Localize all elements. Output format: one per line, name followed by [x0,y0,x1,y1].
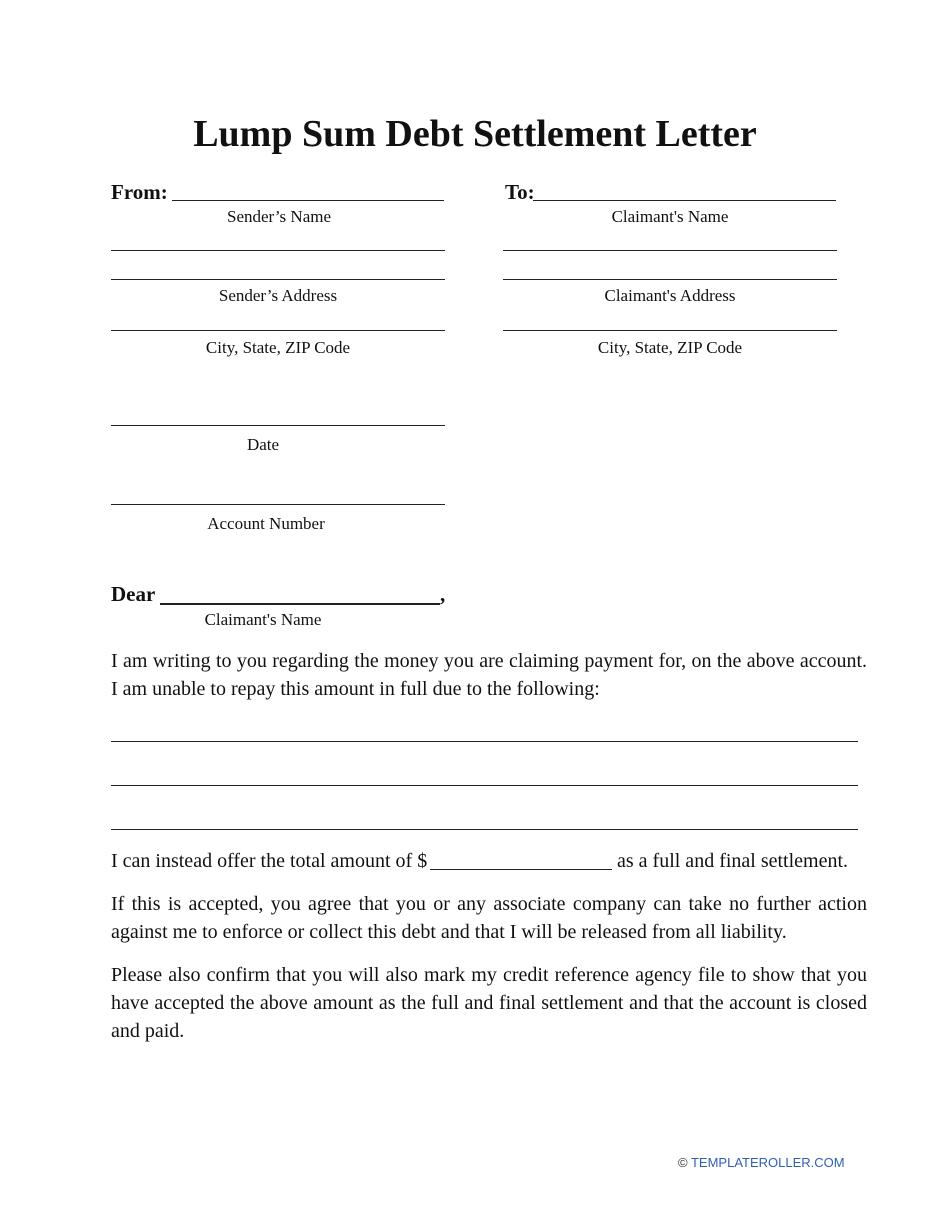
date-field[interactable] [111,425,445,426]
page-title: Lump Sum Debt Settlement Letter [193,113,757,155]
claimant-city-label: City, State, ZIP Code [597,338,743,357]
sender-address-label: Sender’s Address [218,286,338,305]
account-number-label: Account Number [207,514,325,533]
offer-prefix-text: I can instead offer the total amount of $ [111,850,428,872]
offer-suffix-text: as a full and final settlement. [617,850,849,872]
sender-address-line1-field[interactable] [111,250,445,251]
from-label: From: [111,180,168,204]
paragraph-release: If this is accepted, you agree that you or any associate company can take no further action against me to enforce or collect this debt and that I will be released from all liability. [111,893,867,943]
claimant-address-line1-field[interactable] [503,250,837,251]
footer-brand [678,1155,845,1171]
account-number-field[interactable] [111,504,445,505]
reason-line-1-field[interactable] [111,741,858,742]
dear-label: Dear [111,582,156,606]
claimant-name-label: Claimant's Name [611,207,729,226]
claimant-address-line2-field[interactable] [503,279,837,280]
paragraph-reason-intro: I am writing to you regarding the money you are claiming payment for, on the above account. I am unable to repay this amount in full due to the following: [111,650,867,700]
to-label: To: [505,180,535,204]
dear-claimant-field[interactable] [160,603,440,605]
footer-site-link[interactable]: TEMPLATEROLLER.COM [690,1155,845,1170]
reason-line-2-field[interactable] [111,785,858,786]
claimant-name-field[interactable] [533,200,836,201]
date-label: Date [246,435,280,454]
offer-amount-field[interactable] [430,869,612,870]
sender-name-label: Sender’s Name [226,207,332,226]
claimant-city-field[interactable] [503,330,837,331]
dear-comma: , [440,582,446,606]
paragraph-credit-file: Please also confirm that you will also mark my credit reference agency file to show that you have accepted the above amount as the full and final settlement and that the account is closed and paid. [111,964,867,1042]
sender-address-line2-field[interactable] [111,279,445,280]
sender-city-label: City, State, ZIP Code [205,338,351,357]
sender-city-field[interactable] [111,330,445,331]
reason-line-3-field[interactable] [111,829,858,830]
claimant-address-label: Claimant's Address [604,286,736,305]
sender-name-field[interactable] [172,200,444,201]
copyright-symbol: © [678,1155,688,1170]
dear-claimant-label: Claimant's Name [204,610,322,629]
